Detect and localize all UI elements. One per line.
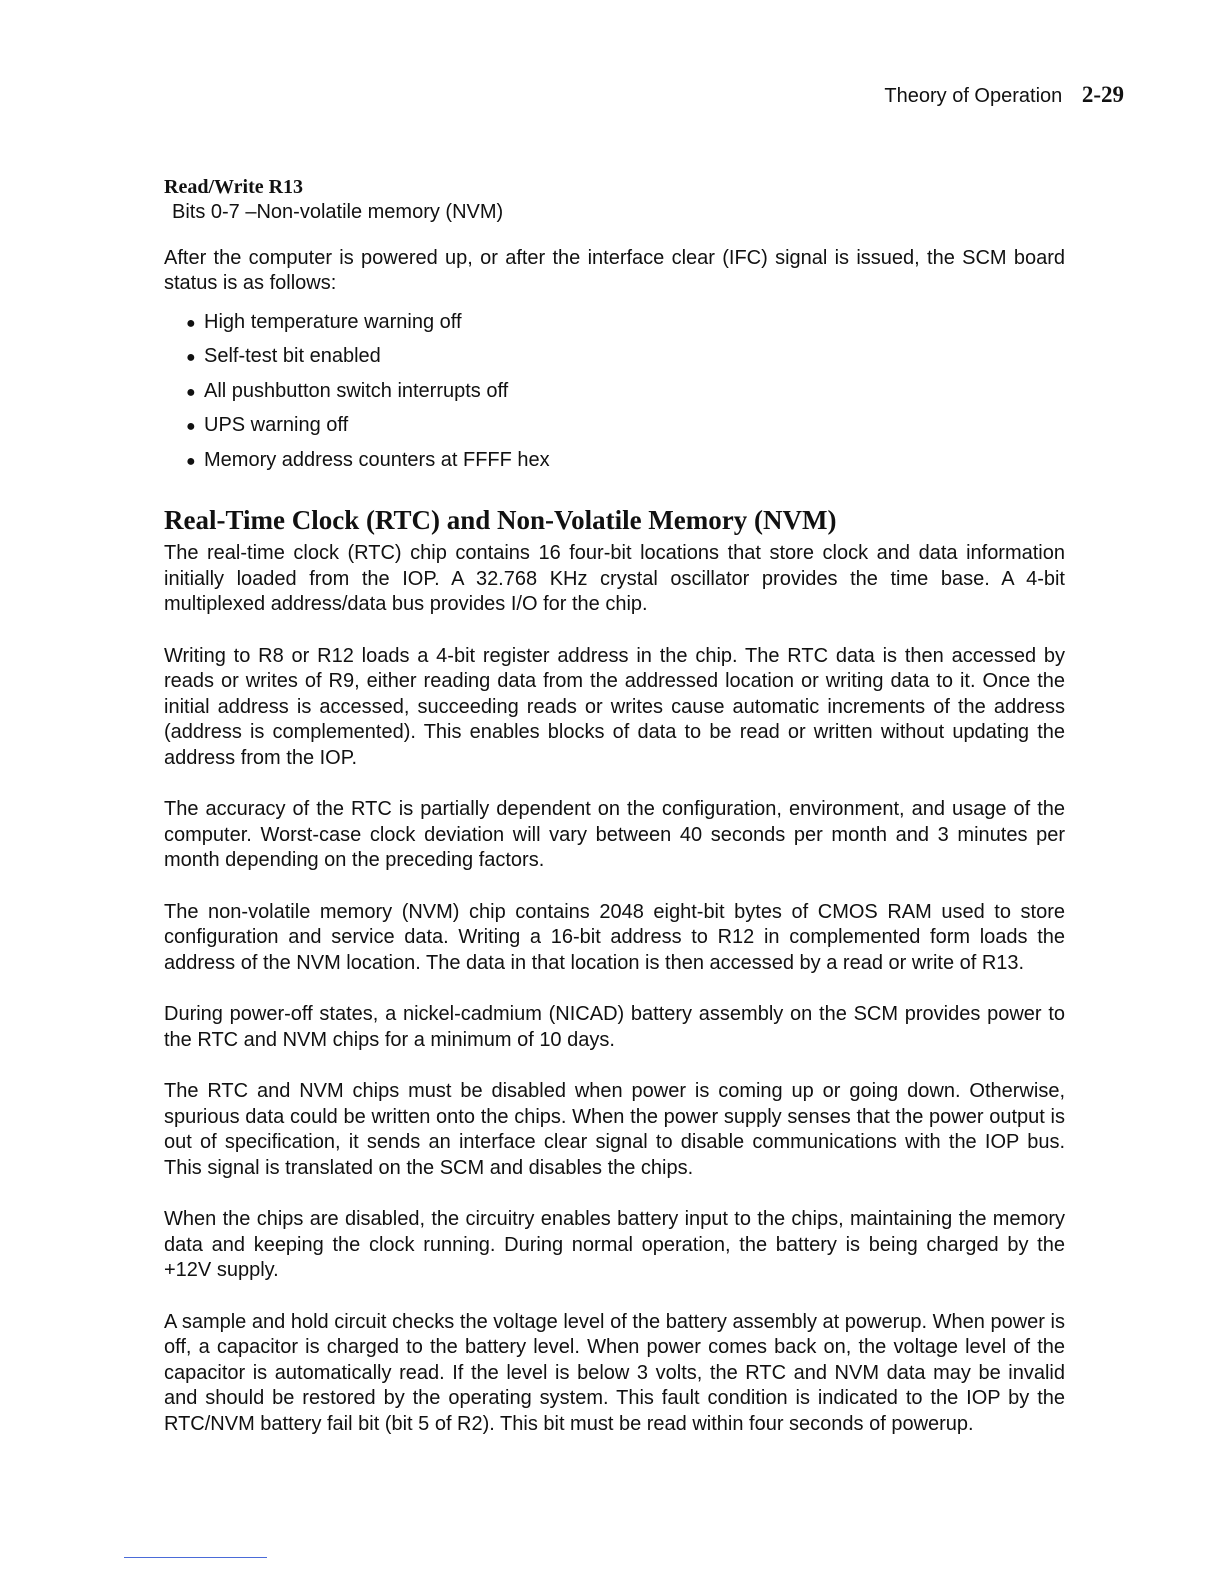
- register-description: Bits 0-7 –Non-volatile memory (NVM): [172, 201, 504, 223]
- section-heading: Real-Time Clock (RTC) and Non-Volatile Memory (NVM): [164, 505, 837, 535]
- list-item-text: Memory address counters at FFFF hex: [204, 448, 550, 471]
- page-body: [164, 174, 1065, 1437]
- list-item: [186, 306, 1065, 341]
- paragraph: The real-time clock (RTC) chip contains 16 four-bit locations that store clock and data information initially loaded from the IOP. A 32.768 KHz crystal oscillator provides the time base. A 4-bit multiplexed address/data bus provides I/O for the chip.: [164, 542, 1065, 615]
- paragraph: During power-off states, a nickel-cadmium (NICAD) battery assembly on the SCM provides power to the RTC and NVM chips for a minimum of 10 days.: [164, 1003, 1065, 1051]
- bullet-icon: ●: [186, 314, 196, 332]
- list-item: [186, 340, 1065, 375]
- register-title: Read/Write R13: [164, 176, 304, 198]
- intro-paragraph: After the computer is powered up, or after the interface clear (IFC) signal is issued, the SCM board status is as follows:: [164, 246, 1065, 294]
- bullet-icon: ●: [186, 452, 196, 470]
- page-number: 2-29: [1081, 82, 1124, 107]
- paragraph: The non-volatile memory (NVM) chip contains 2048 eight-bit bytes of CMOS RAM used to store configuration and service data. Writing a 16-bit address to R12 in complemented form loads the address of the NVM location. The data in that location is then accessed by a read or write of R13.: [164, 900, 1065, 974]
- list-item-text: Self-test bit enabled: [204, 345, 381, 367]
- bullet-icon: ●: [186, 349, 196, 366]
- running-header-title: Theory of Operation: [884, 85, 1063, 107]
- list-item: [186, 409, 1065, 444]
- list-item: [186, 444, 1065, 479]
- list-item: [186, 375, 1065, 410]
- list-item-text: High temperature warning off: [204, 310, 462, 333]
- paragraph: The RTC and NVM chips must be disabled when power is coming up or going down. Otherwise, spurious data could be written onto the chips. When the power supply senses that the power output is out of specification, it sends an interface clear signal to disable communications with the IOP bus. This signal is translated on the SCM and disables the chips.: [164, 1080, 1065, 1179]
- footer-rule: [124, 1557, 267, 1558]
- paragraph: When the chips are disabled, the circuitry enables battery input to the chips, maintaining the memory data and keeping the clock running. During normal operation, the battery is being charged by the +12V supply.: [164, 1208, 1065, 1281]
- paragraph: The accuracy of the RTC is partially dependent on the configuration, environment, and usage of the computer. Worst-case clock deviation will vary between 40 seconds per month and 3 minutes per month depending on the preceding factors.: [164, 798, 1065, 871]
- bullet-icon: ●: [186, 383, 196, 401]
- paragraph: Writing to R8 or R12 loads a 4-bit register address in the chip. The RTC data is then accessed by reads or writes of R9, either reading data from the addressed location or writing data to it. Once the initial address is accessed, succeeding reads or writes cause automatic increments of the address (address is complemented). This enables blocks of data to be read or written without updating the address from the IOP.: [164, 644, 1065, 769]
- list-item-text: UPS warning off: [204, 414, 349, 436]
- status-list: [186, 306, 1065, 479]
- list-item-text: All pushbutton switch interrupts off: [204, 379, 509, 402]
- page-header: [884, 82, 1124, 108]
- paragraph: A sample and hold circuit checks the voltage level of the battery assembly at powerup. When power is off, a capacitor is charged to the battery level. When power comes back on, the voltage level of the capacitor is automatically read. If the level is below 3 volts, the RTC and NVM data may be invalid and should be restored by the operating system. This fault condition is indicated to the IOP by the RTC/NVM battery fail bit (bit 5 of R2). This bit must be read within four seconds of powerup.: [164, 1310, 1065, 1435]
- bullet-icon: ●: [186, 418, 196, 435]
